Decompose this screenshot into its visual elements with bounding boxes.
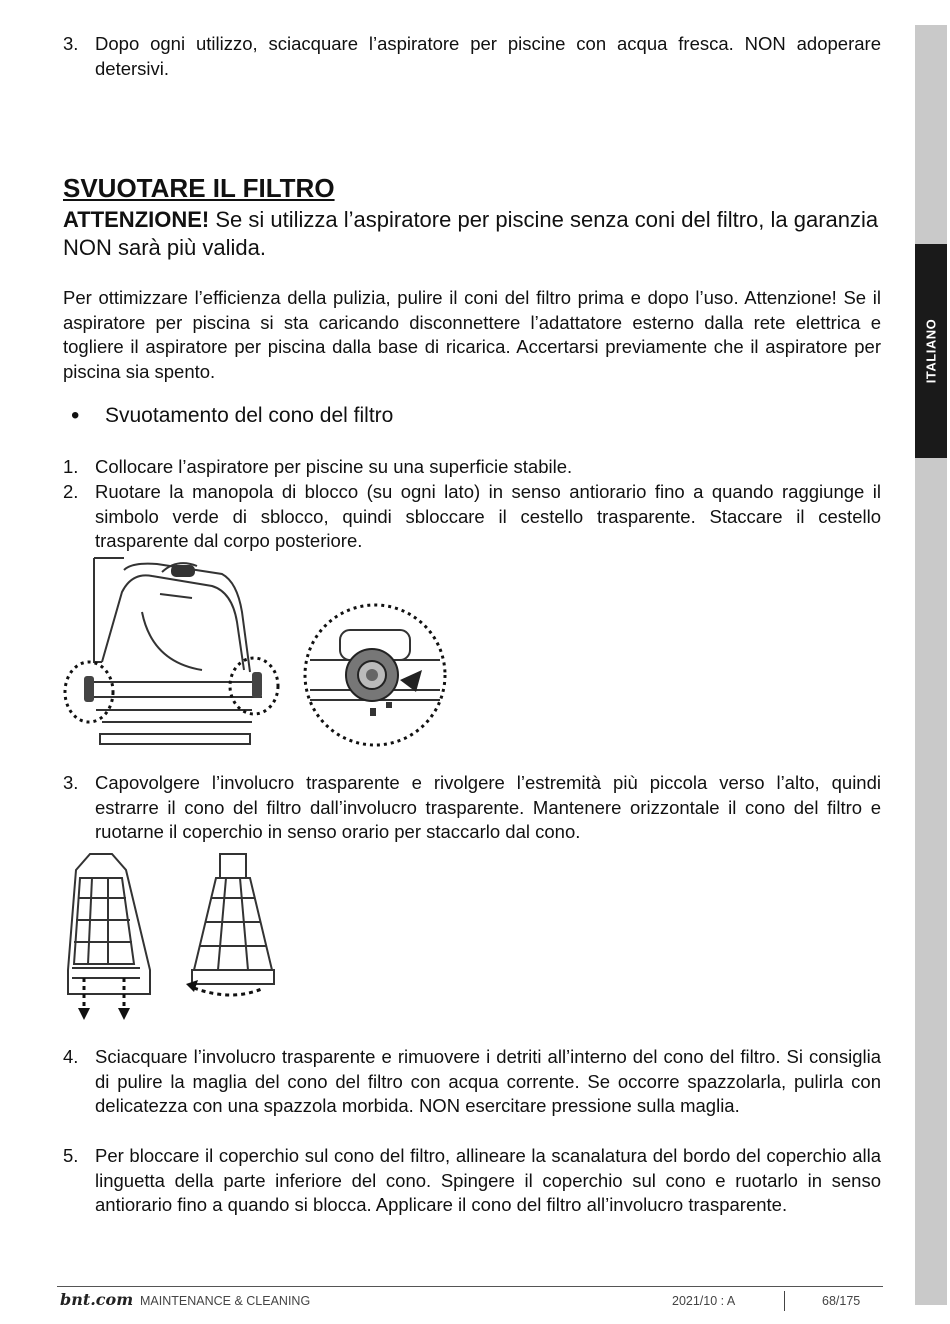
side-strip [915, 25, 947, 1305]
vacuum-side-illustration [62, 552, 284, 747]
list-text: Dopo ogni utilizzo, sciacquare l’aspiratore per piscine con acqua fresca. NON adoperare detersivi. [95, 33, 881, 79]
step-number: 4. [63, 1046, 79, 1067]
step-5 [63, 1144, 881, 1218]
language-tab [915, 244, 947, 458]
filter-cone-removal-illustration [62, 850, 158, 1022]
intro-list-item [63, 32, 881, 81]
footer-separator [784, 1291, 785, 1311]
step-2 [63, 480, 881, 554]
brand-logo: bnt.com [60, 1290, 134, 1309]
footer-divider [57, 1286, 883, 1287]
warning-label: ATTENZIONE! [63, 207, 210, 232]
warning-paragraph [63, 206, 893, 262]
step-text: Collocare l’aspiratore per piscine su una superficie stabile. [95, 456, 573, 477]
lock-knob-illustration [300, 600, 450, 750]
step-number: 2. [63, 481, 79, 502]
warning-text: Se si utilizza l’aspiratore per piscine senza coni del filtro, la garanzia NON sarà più valida. [63, 207, 879, 260]
step-text: Sciacquare l’involucro trasparente e rimuovere i detriti all’interno del cono del filtro. Si consiglia di pulire la maglia del cono del filtro con acqua corrente. Se occorre spazzolarla, pulirla con delicatezza con una spazzola morbida. NON esercitare pressione sulla maglia. [95, 1046, 881, 1116]
section-title: SVUOTARE IL FILTRO [63, 173, 335, 203]
list-number: 3. [63, 33, 79, 54]
step-1 [63, 455, 881, 480]
step-text: Per bloccare il coperchio sul cono del filtro, allineare la scanalatura del bordo del coperchio alla linguetta della parte inferiore del cono. Spingere il coperchio sul cono e ruotarlo in senso antiorario fino a quando si blocca. Applicare il cono del filtro all’involucro trasparente. [95, 1145, 881, 1215]
bullet-text: Svuotamento del cono del filtro [105, 404, 394, 427]
footer-version: 2021/10 : A [672, 1294, 736, 1308]
step-number: 5. [63, 1145, 79, 1166]
step-text: Capovolgere l’involucro trasparente e rivolgere l’estremità più piccola verso l’alto, quindi estrarre il cono del filtro dall’involucro trasparente. Mantenere orizzontale il cono del filtro e ruotarne il coperchio in senso orario per staccarlo dal cono. [95, 772, 881, 842]
footer-section: MAINTENANCE & CLEANING [140, 1294, 311, 1308]
step-text: Ruotare la manopola di blocco (su ogni lato) in senso antiorario fino a quando raggiunge il simbolo verde di sblocco, quindi sbloccare il cestello trasparente. Staccare il cestello trasparente dal corpo posteriore. [95, 481, 881, 551]
step-number: 3. [63, 772, 79, 793]
section-body: Per ottimizzare l’efficienza della pulizia, pulire il coni del filtro prima e dopo l’uso. Attenzione! Se il aspiratore per piscina si sta caricando disconnettere l’adattatore esterno dalla rete elettrica e togliere il aspiratore per piscina dalla base di ricarica. Accertarsi previamente che il aspiratore per piscina sia spento. [63, 287, 881, 382]
filter-cone-cap-illustration [182, 852, 282, 1002]
page-number: 68/175 [822, 1294, 861, 1308]
bullet-symbol: • [71, 402, 80, 429]
step-number: 1. [63, 456, 79, 477]
language-label: ITALIANO [923, 318, 939, 384]
step-4 [63, 1045, 881, 1119]
step-3 [63, 771, 881, 845]
